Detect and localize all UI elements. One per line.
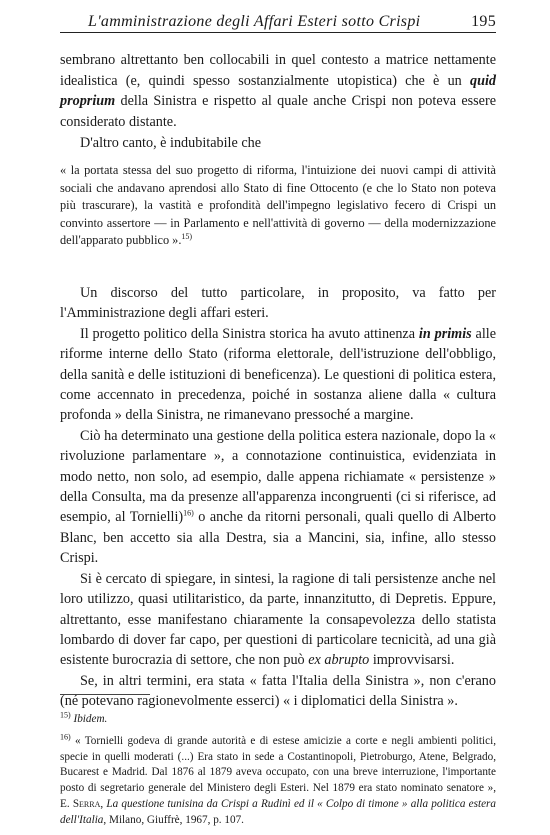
quid-proprium: quid proprium bbox=[60, 72, 496, 109]
paragraph-4: Si è cercato di spiegare, in sintesi, la ragione di tali persistenze anche nel loro utilizzo, quasi utilitaristico, da parte, innanzitutto, di Depretis. Eppure, altrettanto, esse manifestano chiaramente la consapevolezza dello statista lombardo di dover far capo, per questioni di particolare tecnicità, ad una già esistente burocrazia di settore, che non può ex abrupto improvvisarsi. bbox=[60, 570, 496, 669]
main-text bbox=[60, 283, 496, 712]
paragraph-5: Se, in altri termini, era stata « fatta l'Italia della Sinistra », non c'erano (né potevano ragionevolmente esserci) « i diplomatici della Sinistra ». bbox=[60, 672, 496, 710]
lead-in-paragraph: D'altro canto, è indubitabile che bbox=[80, 135, 262, 151]
footnote-ref-16: 16) bbox=[183, 508, 194, 518]
footnote-15: $^{15)}$ Ibidem. bbox=[60, 710, 108, 725]
page-number: 195 bbox=[471, 13, 496, 30]
block-quote: « la portata stessa del suo progetto di riforma, l'intuizione dei nuovi campi di attività sociali che andavano aprendosi allo Stato di fine Ottocento (e che lo Stato non poteva più trascurare), la vastità e profondità dell'impegno legislativo fecero di Crispi un convinto assertore — in Parlamento e nell'attività di governo — della modernizzazione dell'apparato pubblico ».$^{15)}$ bbox=[60, 163, 496, 248]
footnote-16: $^{16)}$ « Tornielli godeva di grande autorità e di estese amicizie a corte e negli ambienti politici, specie in quelli moderati (...) Era stato in sede a Costantinopoli, Pietroburgo, Atene, Belgrado, Bucarest e Madrid. Dal 1876 al 1879 aveva occupato, con una breve interruzione, l'importante posto di segretario generale del Ministero degli Esteri. Nel 1879 era stato nominato senatore », E. Serra, La questione tunisina da Crispi a Rudinì ed il « Colpo di timone » alla politica estera dell'Italia, Milano, Giuffrè, 1967, p. 107. bbox=[60, 732, 497, 826]
footnote-ref-15: 15) bbox=[181, 232, 193, 242]
paragraph-3: Ciò ha determinato una gestione della politica estera nazionale, dopo la « rivoluzione parlamentare », a connotazione continuistica, evidenziata in modo netto, non solo, ad esempio, dalle appena richiamate « persistenze » della Consulta, ma da presenze all'apparenza incongruenti (ci si riferisce, ad esempio, al Tornielli)$^{16)}$ o anche da ritorni personali, quali quello di Alberto Blanc, ben accetto sia alla Destra, sia a Mancini, sia, infine, allo stesso Crispi. bbox=[60, 427, 496, 567]
running-header bbox=[60, 12, 496, 33]
intro-paragraph: sembrano altrettanto ben collocabili in quel contesto a matrice nettamente idealistica (e, quindi spesso sostanzialmente utopistica) che è un quid proprium della Sinistra e rispetto al quale anche Crispi non poteva essere considerato distante. bbox=[60, 52, 496, 130]
paragraph-2: Il progetto politico della Sinistra storica ha avuto attinenza in primis alle riforme interne dello Stato (riforma elettorale, dell'istruzione dell'obbligo, della sanità e delle istituzioni di beneficenza). Le questioni di politica estera, come accennato in precedenza, poiché in sostanza aliene dalla « cultura profonda » della Sinistra, ne rimanevano pressoché a margine. bbox=[60, 325, 496, 424]
running-title: L'amministrazione degli Affari Esteri sotto Crispi bbox=[88, 13, 421, 30]
footnotes bbox=[60, 712, 496, 835]
paragraph-1: Un discorso del tutto particolare, in proposito, va fatto per l'Amministrazione degli affari esteri. bbox=[60, 285, 496, 322]
footnote-divider bbox=[60, 694, 150, 695]
